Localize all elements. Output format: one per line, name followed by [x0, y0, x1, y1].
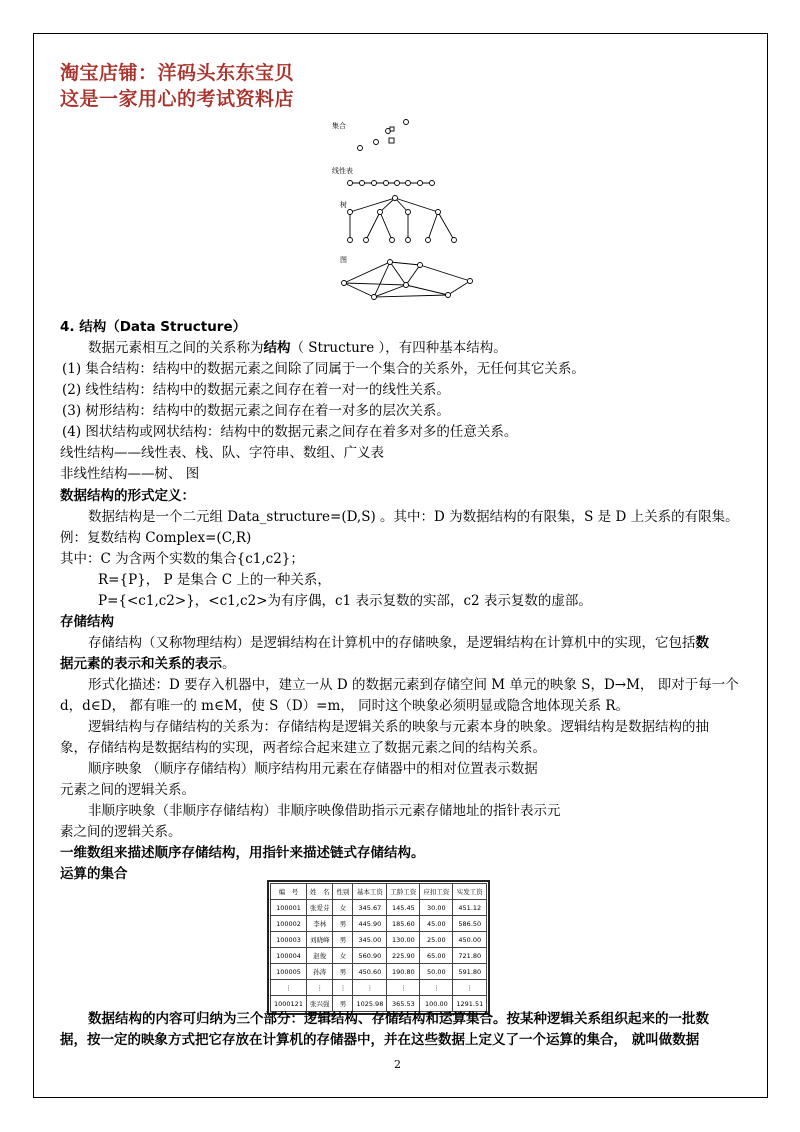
table-cell: 100004: [271, 948, 307, 964]
storage-paragraph: 元素之间的逻辑关系。: [60, 782, 195, 798]
summary-line: 数据结构的内容可归纳为三个部分：逻辑结构、存储结构和运算集合。按某种逻辑关系组织起来的一批数: [88, 1011, 709, 1027]
summary-line: 据，按一定的映象方式把它存放在计算机的存储器中，并在这些数据上定义了一个运算的集合， 就叫做数据: [60, 1032, 700, 1048]
graph-label: 图: [340, 256, 347, 264]
table-cell: 孙涛: [306, 964, 333, 980]
column-header: 工龄工资: [387, 884, 420, 900]
table-cell: ⋮: [353, 980, 387, 996]
table-cell: 365.53: [387, 996, 420, 1012]
column-header: 编 号: [271, 884, 307, 900]
salary-table: [270, 883, 487, 1012]
table-cell: ⋮: [271, 980, 307, 996]
storage-paragraph: 据元素的表示和关系的表示。: [60, 656, 236, 672]
table-cell: 张兴强: [306, 996, 333, 1012]
graph-diagram: [342, 260, 473, 300]
table-row: [271, 932, 487, 948]
formal-line: R={P}， P 是集合 C 上的一种关系，: [98, 572, 331, 588]
table-cell: 张爱芬: [306, 900, 333, 916]
table-cell: 1025.98: [353, 996, 387, 1012]
list-item: (1) 集合结构：结构中的数据元素之间除了同属于一个集合的关系外，无任何其它关系。: [62, 361, 585, 377]
table-cell: 445.90: [353, 916, 387, 932]
storage-paragraph: 素之间的逻辑关系。: [60, 824, 182, 840]
table-cell: 190.80: [387, 964, 420, 980]
storage-paragraph: 非顺序映象（非顺序存储结构）非顺序映像借助指示元素存储地址的指针表示元: [88, 803, 561, 819]
table-header-row: [271, 884, 487, 900]
table-cell: 30.00: [420, 900, 453, 916]
table-cell: 女: [333, 900, 353, 916]
table-row: [271, 964, 487, 980]
table-cell: ⋮: [333, 980, 353, 996]
storage-paragraph: 逻辑结构与存储结构的关系为：存储结构是逻辑关系的映象与元素本身的映象。逻辑结构是数据结构的抽: [88, 719, 709, 735]
section-title: 4. 结构（Data Structure）: [60, 319, 247, 335]
list-item: (4) 图状结构或网状结构：结构中的数据元素之间存在着多对多的任意关系。: [62, 424, 518, 440]
table-cell: 50.00: [420, 964, 453, 980]
column-header: 性别: [333, 884, 353, 900]
table-cell: 65.00: [420, 948, 453, 964]
table-cell: 男: [333, 932, 353, 948]
table-cell: 130.00: [387, 932, 420, 948]
structure-intro: 数据元素相互之间的关系称为结构（ Structure ），有四种基本结构。: [88, 340, 507, 356]
table-cell: 100002: [271, 916, 307, 932]
tree-diagram: [348, 196, 457, 243]
table-row: [271, 980, 487, 996]
table-cell: 100003: [271, 932, 307, 948]
structure-diagrams: [330, 115, 480, 310]
table-cell: 100005: [271, 964, 307, 980]
table-cell: 560.90: [353, 948, 387, 964]
table-cell: ⋮: [387, 980, 420, 996]
table-cell: 25.00: [420, 932, 453, 948]
set-diagram: [358, 120, 409, 151]
column-header: 实发工资: [453, 884, 487, 900]
table-cell: 男: [333, 996, 353, 1012]
formal-line: 数据结构是一个二元组 Data_structure=(D,S) 。其中：D 为数据结构的有限集，S 是 D 上关系的有限集。: [88, 509, 739, 525]
table-cell: ⋮: [453, 980, 487, 996]
list-item: (2) 线性结构：结构中的数据元素之间存在着一对一的线性关系。: [62, 382, 450, 398]
table-cell: 586.50: [453, 916, 487, 932]
storage-paragraph: 存储结构（又称物理结构）是逻辑结构在计算机中的存储映象，是逻辑结构在计算机中的实现，它包括数: [88, 635, 709, 651]
table-cell: 45.00: [420, 916, 453, 932]
page-number: 2: [394, 1058, 401, 1071]
linear-label: 线性表: [332, 167, 353, 175]
table-cell: 225.90: [387, 948, 420, 964]
table-cell: 345.67: [353, 900, 387, 916]
column-header: 姓 名: [306, 884, 333, 900]
table-cell: 345.00: [353, 932, 387, 948]
linear-structure: 线性结构——线性表、栈、队、字符串、数组、广义表: [60, 445, 384, 461]
formal-line: 例：复数结构 Complex=(C,R): [60, 530, 252, 546]
table-cell: ⋮: [420, 980, 453, 996]
table-cell: 100001: [271, 900, 307, 916]
table-cell: 591.80: [453, 964, 487, 980]
table-cell: 145.45: [387, 900, 420, 916]
table-cell: 1000121: [271, 996, 307, 1012]
table-cell: 李林: [306, 916, 333, 932]
shop-name: 淘宝店铺：洋码头东东宝贝: [60, 62, 295, 84]
table-row: [271, 900, 487, 916]
formal-line: P={<c1,c2>}，<c1,c2>为有序偶，c1 表示复数的实部，c2 表示复数的虚部。: [98, 593, 592, 609]
table-cell: 男: [333, 916, 353, 932]
table-cell: 1291.51: [453, 996, 487, 1012]
tree-label: 树: [340, 201, 347, 209]
table-cell: 女: [333, 948, 353, 964]
table-cell: 451.12: [453, 900, 487, 916]
column-header: 应扣工资: [420, 884, 453, 900]
table-cell: ⋮: [306, 980, 333, 996]
linear-diagram: [348, 181, 435, 186]
nonlinear-structure: 非线性结构——树、 图: [60, 466, 200, 482]
column-header: 基本工资: [353, 884, 387, 900]
set-label: 集合: [332, 122, 346, 130]
table-cell: 721.80: [453, 948, 487, 964]
table-cell: 450.00: [453, 932, 487, 948]
table-row: [271, 948, 487, 964]
storage-paragraph: 形式化描述：D 要存入机器中，建立一从 D 的数据元素到存储空间 M 单元的映象 S，D→M， 即对于每一个: [88, 677, 739, 693]
table-cell: 100.00: [420, 996, 453, 1012]
table-cell: 185.60: [387, 916, 420, 932]
storage-title: 存储结构: [60, 614, 114, 630]
list-item: (3) 树形结构：结构中的数据元素之间存在着一对多的层次关系。: [62, 403, 450, 419]
formal-line: 其中：C 为含两个实数的集合{c1,c2}；: [60, 551, 304, 567]
shop-slogan: 这是一家用心的考试资料店: [60, 88, 295, 110]
storage-paragraph: d，d∈D， 都有唯一的 m∈M，使 S（D）=m， 同时这个映象必须明显或隐含地体现关系 R。: [60, 698, 630, 714]
table-row: [271, 916, 487, 932]
storage-paragraph: 象，存储结构是数据结构的实现，两者综合起来建立了数据元素之间的结构关系。: [60, 740, 546, 756]
storage-paragraph: 顺序映象 （顺序存储结构）顺序结构用元素在存储器中的相对位置表示数据: [88, 761, 538, 777]
table-cell: 450.60: [353, 964, 387, 980]
table-cell: 男: [333, 964, 353, 980]
table-cell: 赵俊: [306, 948, 333, 964]
storage-summary: 一维数组来描述顺序存储结构，用指针来描述链式存储结构。: [60, 845, 425, 861]
formal-definition-title: 数据结构的形式定义：: [60, 488, 195, 504]
operations-title: 运算的集合: [60, 866, 128, 882]
table-cell: 刘晓峰: [306, 932, 333, 948]
